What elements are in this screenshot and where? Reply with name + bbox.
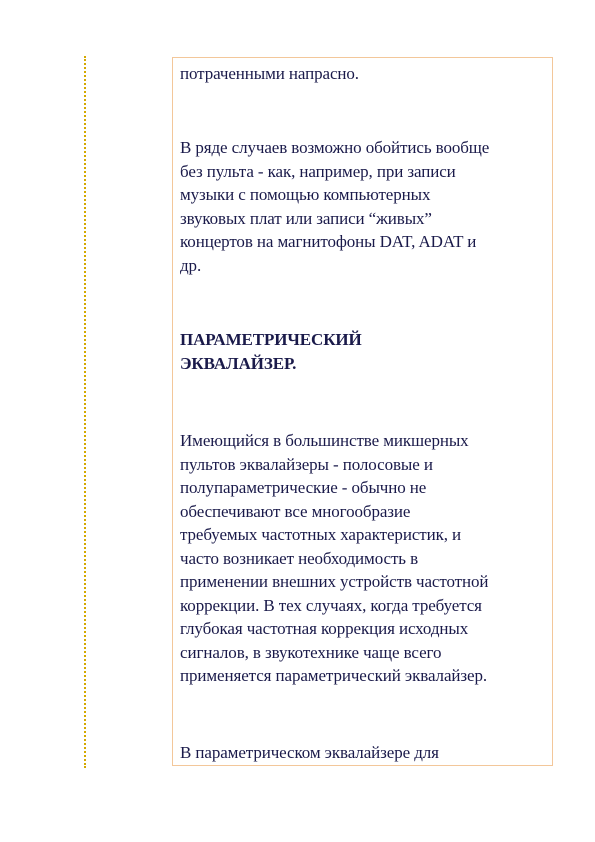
text-line: часто возникает необходимость в	[180, 548, 419, 568]
text-line: концертов на магнитофоны DAT, ADAT и	[180, 232, 477, 251]
text-line: Имеющийся в большинстве микшерных	[180, 431, 469, 450]
text-line: обеспечивают все многообразие	[180, 501, 411, 521]
paragraph-1	[180, 62, 552, 86]
text-line: музыки с помощью компьютерных	[180, 185, 431, 204]
text-line: пультов эквалайзеры - полосовые и	[180, 454, 433, 474]
text-line: применяется параметрический эквалайзер.	[180, 666, 487, 685]
section-heading	[180, 328, 552, 376]
heading-line: ПАРАМЕТРИЧЕСКИЙ	[180, 330, 362, 349]
text-line: сигналов, в звукотехнике чаще всего	[180, 642, 442, 662]
text-line: В ряде случаев возможно обойтись вообще	[180, 138, 490, 157]
text-line: звуковых плат или записи “живых”	[180, 208, 432, 228]
text-line: глубокая частотная коррекция исходных	[180, 619, 469, 638]
heading-line: ЭКВАЛАЙЗЕР.	[180, 354, 297, 373]
paragraph-3	[180, 429, 552, 688]
paragraph-4	[180, 741, 552, 765]
margin-dotted-line	[84, 56, 86, 768]
text-line: без пульта - как, например, при записи	[180, 161, 456, 181]
text-line: др.	[180, 255, 202, 275]
text-line: полупараметрические - обычно не	[180, 478, 427, 497]
text-line: требуемых частотных характеристик, и	[180, 525, 462, 544]
text-line: потраченными напрасно.	[180, 64, 359, 83]
text-line: коррекции. В тех случаях, когда требуется	[180, 595, 482, 615]
text-line: В параметрическом эквалайзере для	[180, 743, 439, 762]
text-line: применении внешних устройств частотной	[180, 572, 489, 591]
paragraph-2	[180, 136, 552, 277]
